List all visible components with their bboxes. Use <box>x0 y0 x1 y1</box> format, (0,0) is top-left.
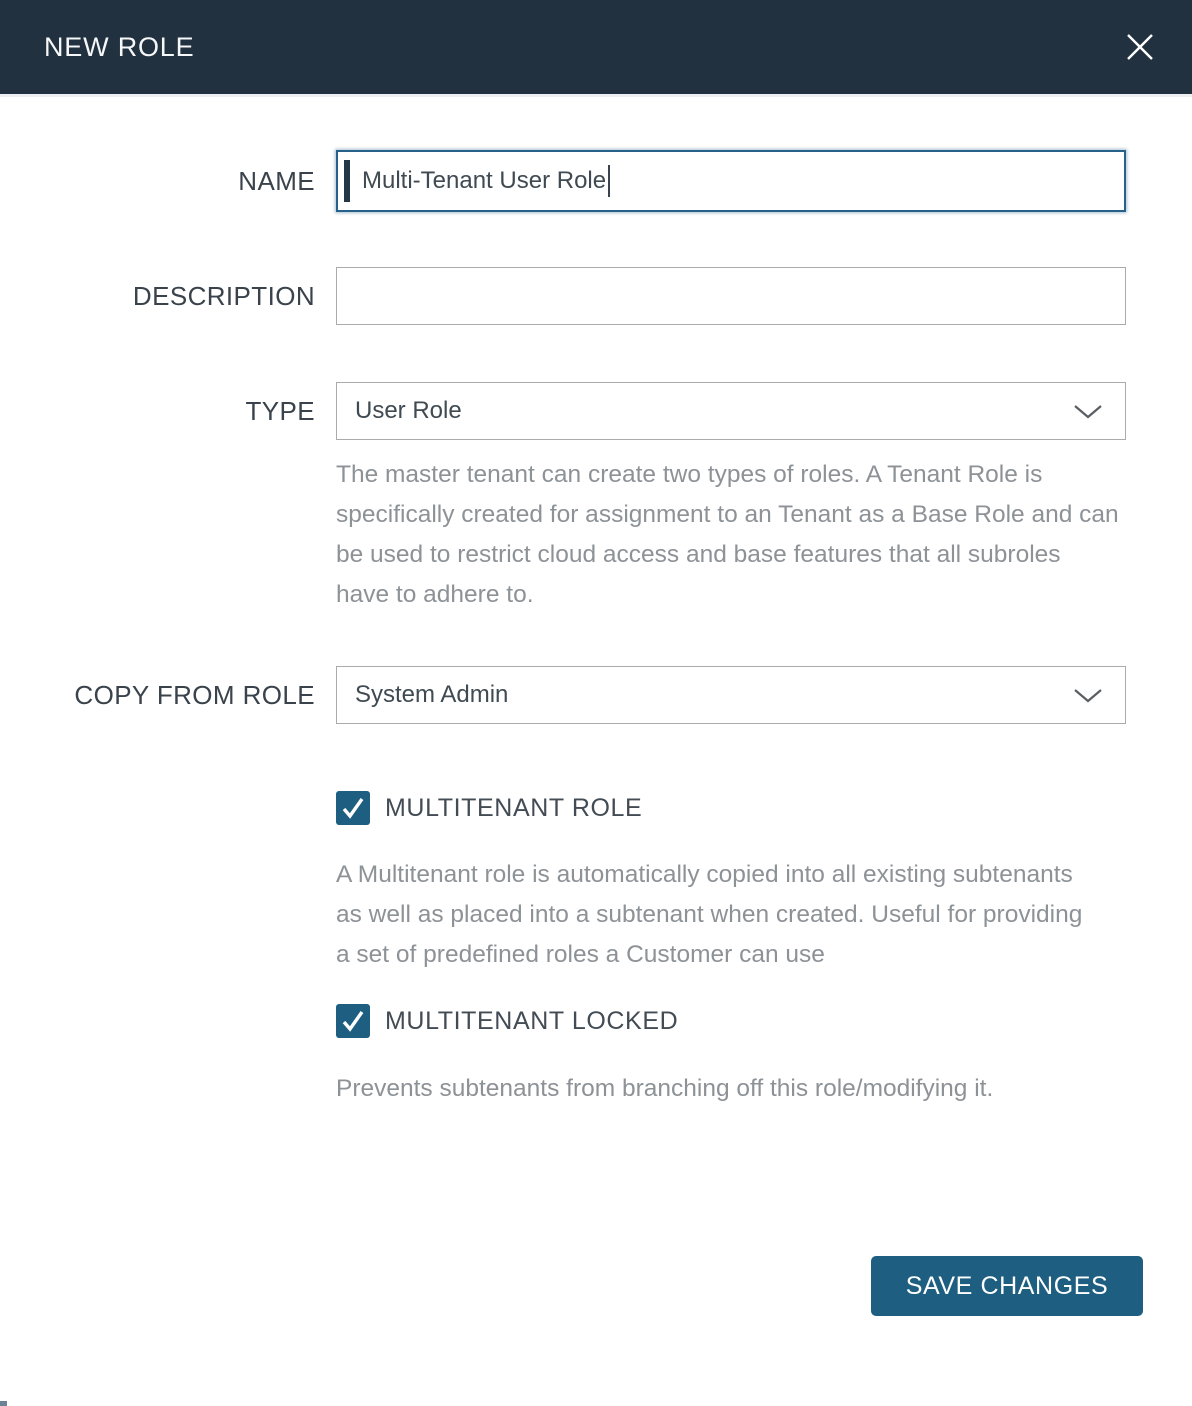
close-icon <box>1123 30 1157 64</box>
type-select[interactable] <box>336 382 1126 440</box>
name-input[interactable] <box>336 150 1126 212</box>
type-row <box>0 382 1192 440</box>
multitenant-locked-help-text: Prevents subtenants from branching off this role/modifying it. <box>336 1075 994 1102</box>
screen-edge-artifact <box>0 1401 7 1406</box>
copy-from-role-select[interactable] <box>336 666 1126 724</box>
copy-from-role-row <box>0 666 1192 724</box>
name-input-value: Multi-Tenant User Role <box>362 167 607 194</box>
modal-footer <box>0 1256 1192 1316</box>
checkmark-icon <box>340 795 366 821</box>
description-input[interactable] <box>336 267 1126 325</box>
close-button[interactable] <box>1118 25 1162 69</box>
modal-body <box>0 150 1192 1316</box>
checkmark-icon <box>340 1008 366 1034</box>
modal-header <box>0 0 1192 97</box>
chevron-down-icon <box>1073 404 1103 419</box>
multitenant-locked-help-row <box>0 1038 1192 1109</box>
multitenant-role-row <box>0 791 1192 825</box>
type-help-text: The master tenant can create two types of roles. A Tenant Role is specifically created for assignment to an Tenant as a Base Role and can be used to restrict cloud access and base features that all subroles have to adhere to. <box>336 461 1119 608</box>
save-changes-button[interactable]: SAVE CHANGES <box>871 1256 1143 1316</box>
chevron-down-icon <box>1073 688 1103 703</box>
modal-title: NEW ROLE <box>44 31 195 62</box>
multitenant-role-checkbox[interactable] <box>336 791 370 825</box>
multitenant-role-help-row <box>0 825 1192 975</box>
description-label: DESCRIPTION <box>132 280 315 311</box>
multitenant-role-label: MULTITENANT ROLE <box>385 793 643 822</box>
type-help-row <box>0 440 1192 615</box>
multitenant-locked-row <box>0 1004 1192 1038</box>
multitenant-locked-checkbox[interactable] <box>336 1004 370 1038</box>
type-label: TYPE <box>245 395 315 426</box>
copy-from-role-label: COPY FROM ROLE <box>74 679 315 710</box>
type-select-value: User Role <box>355 397 462 424</box>
multitenant-role-help-text: A Multitenant role is automatically copied into all existing subtenants as well as placed into a subtenant when created. Useful for providing a set of predefined roles a Customer can use <box>336 861 1083 968</box>
name-row <box>0 150 1192 212</box>
copy-from-role-select-value: System Admin <box>355 681 509 708</box>
description-row <box>0 267 1192 325</box>
focus-accent-bar <box>344 160 350 202</box>
multitenant-locked-label: MULTITENANT LOCKED <box>385 1006 679 1035</box>
name-label: NAME <box>238 165 315 196</box>
text-caret <box>608 165 610 197</box>
